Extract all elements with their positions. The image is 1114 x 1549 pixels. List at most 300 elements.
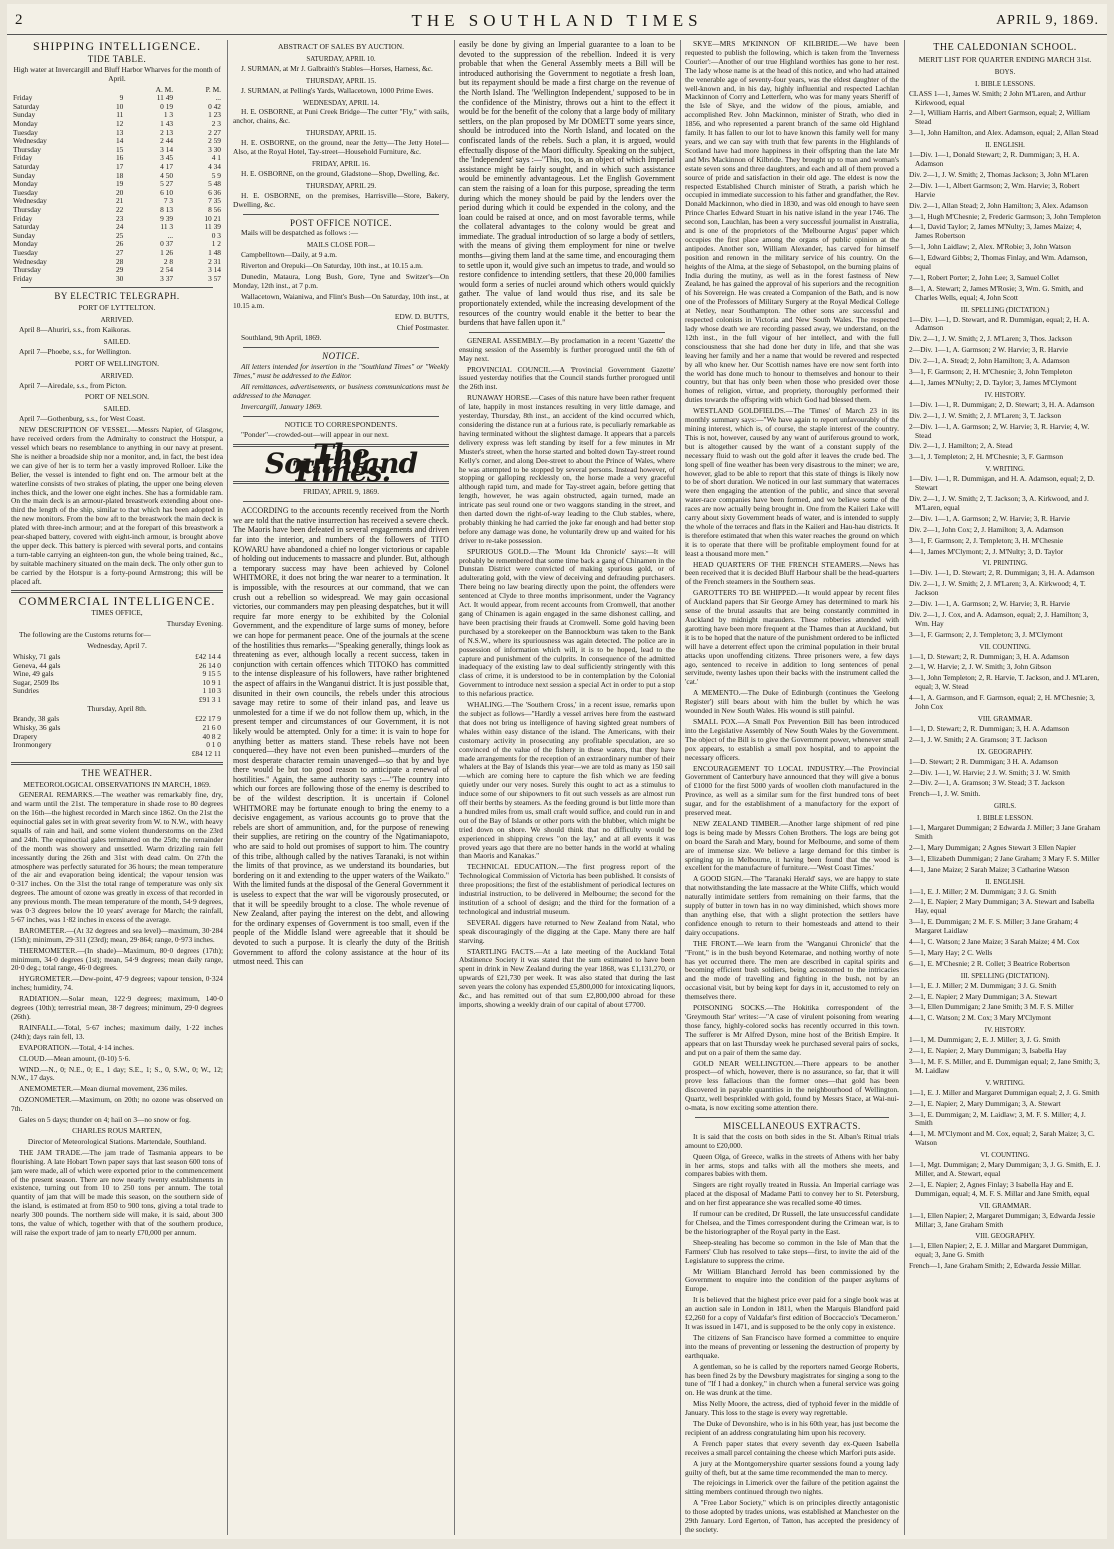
news-paragraph: THE FRONT.—We learn from the 'Wanganui Chronicle' that the "Front," is in the bush beyond Ketemarae, and nothing worthy of note has yet occurred there. The men are described in capital spirits and becoming efficient bush soldiers, being accustomed to the intricacies and the mode of travelling and fighting in the bush, not by an occasional visit, but by being kept for days in it, accustomed to rely on themselves there. bbox=[685, 938, 899, 1002]
tide-cell: 2 13 bbox=[160, 127, 174, 137]
column-notices-leader bbox=[233, 40, 449, 1535]
tide-cell: 14 bbox=[115, 136, 124, 146]
merit-line: 5—1, John Laidlaw; 2, Alex. M'Robie; 3, John Watson bbox=[909, 242, 1071, 252]
tide-cell: 1 43 bbox=[160, 119, 174, 128]
misc-extract: A jury at the Montgomeryshire quarter sessions found a young lady guilty of theft, but at the same time recommended the man to mercy. bbox=[685, 1458, 899, 1477]
merit-line: 3—1, J. Templeton; 2, H. M'Chesnie; 3, F. Garmson bbox=[909, 452, 1064, 462]
merit-line: 2—1, William Harris, and Albert Garmson, equal; 2, William Stead bbox=[909, 108, 1090, 127]
news-paragraph: GENERAL ASSEMBLY.—By proclamation in a recent 'Gazette' the ensuing session of the Assembly is further prorogued until the 6th of May next. bbox=[459, 335, 675, 363]
news-paragraph: WHALING.—The 'Southern Cross,' in a recent issue, remarks upon the subject as follows—"Hardly a vessel arrives here from the eastward that does not bring us intelligence of having sighted great numbers of whales within easy distance of the island. The Americans, with their customary activity in prosecuting any profitable speculation, are so convinced of the value of the fishery in these waters, that they have made arrangements for the reception of an extraordinary number of their whalers at the Bay of Islands this year—we are told as many as 150 sail—which are coming here to capture the fish which we are feeding quietly under our very noses. Surely this ought to act as a stimulus to induce some of our shipowners to fit out such vessels as are almost run off their berths by steamers. As the feeding ground is but little more than a hundred miles from us, small craft would suffice, and could run in and out of the Bay of Islands or other ports with the blubber, which might be tried down on shore. We should think that no difficulty would be experienced in shipping crews "on the lay," and at all events it was proved years ago that there are no better hands in the world at whaling than Maoris and Kanakas." bbox=[459, 700, 675, 861]
customs-row bbox=[11, 679, 223, 688]
customs-amount: 9 15 5 bbox=[202, 669, 221, 679]
merit-line: 3—1, E. Dummigan; 2 M. F. S. Miller; 3 Jane Graham; 4 Margaret Laidlaw bbox=[909, 917, 1078, 936]
merit-line: 4—1, David Taylor; 2, James M'Nulty; 3, James Maize; 4, James Robertson bbox=[909, 222, 1082, 241]
tide-cell: 3 14 bbox=[160, 144, 174, 154]
tide-cell: Wednesday bbox=[13, 196, 47, 206]
masthead bbox=[7, 10, 1107, 35]
thursday-date: Thursday, April 8th. bbox=[87, 703, 147, 713]
merit-line: 3—1, John Templeton; 2, R. Harvie, T. Jackson, and J. M'Laren, equal; 3, W. Stead bbox=[909, 673, 1100, 692]
auction-date: FRIDAY, APRIL 16. bbox=[311, 159, 371, 168]
misc-extract: It is believed that the highest price ever paid for a single book was at an auction sale in London in 1811, when the Marquis Blandford paid £2,260 for a copy of Valdafar's first edition of Boccaccio's 'Decameron.' It was issued in 1471, and is supposed to be the only copy in existence. bbox=[685, 1295, 899, 1331]
merit-line: 2—Div. 1—1, A. Garmson; 2, W. Harvie; 3, R. Harvie bbox=[909, 599, 1070, 609]
merit-section-title: VII. GRAMMAR. bbox=[979, 1201, 1031, 1210]
customs-item: Geneva, 44 gals bbox=[13, 660, 61, 670]
tide-cell: 5 27 bbox=[160, 179, 174, 189]
tide-cell: Friday bbox=[13, 93, 33, 103]
tide-cell: 0 42 bbox=[208, 101, 221, 111]
tide-cell: 11 49 bbox=[156, 93, 174, 103]
tide-cell: Friday bbox=[13, 213, 33, 223]
news-paragraph: PROVINCIAL COUNCIL.—A 'Provincial Government Gazette' issued yesterday notifies that the Council stands further prorogued until the 26th inst. bbox=[459, 364, 675, 392]
tide-cell: 28 bbox=[115, 256, 124, 266]
tide-cell: 1 23 bbox=[208, 110, 221, 120]
merit-line: 8—1, A. Stewart; 2, James M'Rosie; 3, Wm. G. Smith, and Charles Wells, equal; 4, John Scott bbox=[909, 283, 1084, 302]
tide-cell: 1 2 bbox=[211, 239, 221, 249]
tide-cell: 5 9 bbox=[211, 170, 221, 180]
tide-cell: 4 17 bbox=[160, 161, 174, 171]
merit-section-title: III. SPELLING (DICTATION.) bbox=[960, 305, 1050, 314]
merit-line: Div. 2—1, J. W. Smith; 2, J. M'Laren; 3, Thos. Jackson bbox=[909, 334, 1072, 344]
school-heading: THE CALEDONIAN SCHOOL. bbox=[933, 42, 1077, 53]
tide-cell: ... bbox=[167, 230, 174, 240]
customs-item: Whisky, 36 gals bbox=[13, 723, 61, 733]
arrived-label: ARRIVED. bbox=[100, 316, 134, 325]
met-rainfall: RAINFALL.—Total, 5·67 inches; maximum daily, 1·22 inches (24th); days rain fell, 13. bbox=[11, 1022, 223, 1041]
misc-extracts-heading: MISCELLANEOUS EXTRACTS. bbox=[723, 1120, 861, 1131]
auction-date: WEDNESDAY, APRIL 14. bbox=[302, 98, 380, 107]
merit-line: 3—1, F. Garmson; 2, J. Templeton; 3, J. M'Clymont bbox=[909, 629, 1063, 639]
merit-section-title: V. WRITING. bbox=[985, 1078, 1025, 1087]
merit-line: 1—1, D. Stewart; 2, R. Dummigan; 3, H. A. Adamson bbox=[909, 723, 1070, 733]
tide-cell: Monday bbox=[13, 179, 38, 189]
issue-date: FRIDAY, APRIL 9, 1869. bbox=[302, 487, 380, 497]
merit-line: 2—Div. 1—1, A. Garmson; 2, W. Harvie; 3, R. Harvie bbox=[909, 513, 1070, 523]
met-wind: WIND.—N., 0; N.E., 0; E., 1 day; S.E., 1; S., 0, S.W., 0; W., 12; N.W., 17 days. bbox=[11, 1064, 223, 1083]
auction-entry: J. SURMAN, at Mr J. Galbraith's Stables—Horses, Harness, &c. bbox=[241, 63, 433, 73]
lyttelton-sailing: April 7—Phoebe, s.s., for Wellington. bbox=[19, 346, 131, 356]
met-remarks: GENERAL REMARKS.—The weather was remarkably fine, dry, and warm until the 21st. The temperature in shade rose to 80 degrees on the 16th—the highest recorded in March since 1862. On the 21st the equinoctial gales set in with great severity from W. to N.W., with heavy squalls of rain and hail, and some violent thunderstorms on the 23rd and 24th. The equinoctial gales terminated on the 25th; the remainder of the month was showery and unsettled. Warm drizzling rain fell incessantly during the 26th and 31st with dead calm. On 27th the atmosphere was perfectly saturated for 36 hours; the mean temperature of the air and evaporation being identical; the vapour tension was 0·317 inches. On the 31st the total range of temperature was only six degrees. The amount of ozone was greatly in excess of that recorded in any previous month. The mean temperature of the month, 54·9 degrees, was 0·3 degrees below the 10 years' average for March; the rainfall, 5·67 inches, was 1·82 inches in excess of the average. bbox=[11, 790, 223, 924]
arrived-label: ARRIVED. bbox=[100, 371, 134, 380]
merit-section-title: VIII. GEOGRAPHY. bbox=[975, 1232, 1035, 1241]
misc-extract: A "Free Labor Society," which is on principles directly antagonistic to those adopted by trades unions, was established at Manchester on the 29th January. Lord Egerton, of Tatton, has accepted the presidency of the society. bbox=[685, 1498, 899, 1534]
tide-cell: 2 54 bbox=[160, 265, 174, 275]
tide-cell: 0 3 bbox=[211, 230, 221, 240]
misc-extract: Miss Nelly Moore, the actress, died of typhoid fever in the middle of January. This loss to the stage is every way regrettable. bbox=[685, 1399, 899, 1418]
thursday-evening: Thursday Evening. bbox=[166, 619, 223, 629]
tide-cell: 7 3 bbox=[163, 196, 174, 206]
merit-section-title: V. WRITING. bbox=[985, 465, 1025, 474]
misc-extract: Singers are right royally treated in Russia. An Imperial carriage was placed at the disposal of Madame Patti to convey her to St. Petersburg, and on her first appearance she was recalled some 40 times. bbox=[685, 1180, 899, 1208]
merit-line: 2—1, E. Napier; 2, Agnes Finlay; 3 Isabella Hay and E. Dummigan, equal; 4, M. F. S. Millar and Jane Smith, equal bbox=[909, 1179, 1090, 1198]
customs-table-wednesday bbox=[11, 653, 223, 705]
port-wellington: PORT OF WELLINGTON. bbox=[74, 358, 160, 368]
misc-extract: Sheep-stealing has become so common in the Isle of Man that the Farmers' Club has resolved to take steps—first, to invite the aid of the Legislature to suppress the crime. bbox=[685, 1237, 899, 1265]
commercial-heading: COMMERCIAL INTELLIGENCE. bbox=[18, 594, 216, 609]
news-paragraph: SKYE—MRS M'KINNON OF KILBRIDE.—We have been requested to publish the following, which is taken from the 'Inverness Courier':—Another of our true Highland worthies has gone to her rest. The lady whose name is at the head of this notice, and who had attained the venerable age of seventy-four years, was the eldest daughter of the well-known and, in his day, highly influential and respected Lachlan Mackinnon of Corry and Letterfern, who was for many years Sheriff of the Isle of Skye, and the widow of the pious, amiable, and accomplished Rev. John Mackinnon, minister of Strath, who died in 1856, and who represented a parent branch of the same old Highland family. It has fallen to our lot to have known this family well for many years, and we can say with truth that few parents in the Highlands of Scotland have had more happiness in their offspring than the late Mr and Mrs Mackinnon of Kilbride. They brought up to man and woman's estate seven sons and three daughters, and each and all of them proved a source of pride and satisfaction in their old age. The eldest is now the respected Established Church minister of Strath, a parish which he occupied in immediate succession to his father and grandfather, the Rev. Donald Mackinnon, who died in 1830, and was old enough to have seen Prince Charles Edward Stuart in his native island in the year 1746. The second son, Lauchlan, has been a very successful journalist in Australia, and is one of the proprietors of the 'Melbourne Argus' paper which occupies the first place among the organs of public opinion at the antipodes. Another son, William Alexander, has carved for himself position and renown in the military service of his country. On the heights of the Alma, at the siege of Sebastopol, on the burning plains of India during the mutiny, as well as in the forest fastness of New Zealand, he has gained the approval of his superiors and the recognition of his Sovereign. He was created a Companion of the Bath, and is now one of the Professors of Military Surgery at the Royal Medical College at Netley, near Southampton. The other sons are successful and respected colonists in Victoria and New South Wales. The respected lady whose death we are recording passed away, we understand, on the 12th inst., in the full vigour of her intellect, and with the full consciousness that she had done her duty in life, and that she was leaving her family and her a name that would be revered and respected by all who knew her. Our Scottish names have ere now sent forth into the world has done much to honour to themselves and honour to their country, but that has only been when those who presided over those homes of religion, virtue, and propriety, thoroughly performed their duties towards the offspring with which God had blessed them. bbox=[685, 40, 899, 405]
news-paragraph: A GOOD SIGN.—The 'Taranaki Herald' says, we are happy to state that notwithstanding the late massacre at the White Cliffs, which would naturally intimidate settlers from remaining on their farms, that the supply of butter in town has in no way diminished, which shows more than anything else, that with a slight protection the settlers have confidence enough to return to their homesteads and attend to their dairy occupations. bbox=[685, 874, 899, 937]
news-paragraphs bbox=[685, 40, 899, 1113]
merit-line: 3—1, Ellen Dummigan; 2 Jane Smith; 3 M. F. S. Miller bbox=[909, 1002, 1074, 1012]
met-signature-title: Director of Meteorological Stations. Martendale, Southland. bbox=[27, 1136, 207, 1146]
merit-line: Div. 2—1, John Cox; 2, J. Hamilton; 3, A. Adamson bbox=[909, 524, 1064, 534]
post-intro: Mails will be despatched as follows :— bbox=[241, 228, 358, 238]
tide-cell: 4 1 bbox=[211, 153, 221, 163]
news-paragraph: GOLD NEAR WELLINGTON.—There appears to be another prospect—of which, however, there is no assurance, so far, that it will prove less fallacious than the former ones—that gold has been discovered in payable quantities in the neighbourhood of Wellington. Quartz, well besprinkled with gold, found by Messrs Stace, at Wai-nui-o-mata, is now exciting some attention there. bbox=[685, 1058, 899, 1113]
notice-letters: All letters intended for insertion in the "Southland Times" or "Weekly Times," must be addressed to the Editor. bbox=[233, 362, 449, 381]
wednesday-date: Wednesday, April 7. bbox=[87, 641, 147, 651]
merit-line: 1—1, D. Stewart; 2, R. Dummigan; 3, H. A. Adamson bbox=[909, 651, 1070, 661]
auction-date: THURSDAY, APRIL 15. bbox=[305, 129, 377, 138]
lyttelton-arrival: April 8—Ahuriri, s.s., from Kaikoras. bbox=[19, 325, 131, 334]
tide-cell: 12 bbox=[115, 119, 124, 128]
merit-line: Div. 2—1, J. Hamilton; 2, A. Stead bbox=[909, 441, 1013, 451]
tide-cell: 3 57 bbox=[208, 273, 221, 283]
news-paragraphs bbox=[459, 337, 675, 1010]
tide-cell: 8 56 bbox=[208, 204, 221, 214]
tide-cell: 3 37 bbox=[160, 273, 174, 283]
merit-line: 3—1, Elizabeth Dummigan; 2 Jane Graham; 3 Mary F. S. Miller bbox=[909, 853, 1100, 863]
page-number: 2 bbox=[15, 12, 23, 28]
merit-line: 2—Div. 2—1, A. Gramson; 3 W. Stead; 3 T. Jackson bbox=[909, 778, 1065, 788]
column-news-extracts bbox=[685, 40, 899, 1535]
nelson-sailing: April 7—Gothenburg, s.s., for West Coast. bbox=[19, 414, 145, 424]
tide-cell: ... bbox=[215, 93, 221, 103]
misc-extract: The rejoicings in Limerick over the failure of the petition against the sitting members continued through two nights. bbox=[685, 1478, 899, 1497]
merit-line: Div. 2—1, Allan Stead; 2, John Hamilton; 3, Alex. Adamson bbox=[909, 200, 1088, 210]
met-barometer: BAROMETER.—(At 32 degrees and sea level)—maximum, 30·284 (15th); minimum, 29·311 (23rd); mean, 29·864; range, 0·973 inches. bbox=[11, 925, 223, 944]
news-paragraph: ENCOURAGEMENT TO LOCAL INDUSTRY.—The Provincial Government of Canterbury have announced that they will give a bonus of £1000 for the first 5000 yards of woollen cloth manufactured in the Province, as well as a similar sum for the first hundred tons of beet sugar, and for the establishment of a manufactory for the export of preserved meat. bbox=[685, 763, 899, 818]
tide-cell: 19 bbox=[115, 179, 124, 189]
merit-line: 2—1, E. Napier; 2 Mary Dummigan; 3 A. Stewart and Isabella Hay, equal bbox=[909, 897, 1095, 916]
merit-line: Div. 2—1, J. W. Smith; 2, J. M'Laren; 3, T. Jackson bbox=[909, 410, 1062, 420]
jam-trade-article: THE JAM TRADE.—The jam trade of Tasmania appears to be flourishing. A late Hobart Town paper says that last season 600 tons of jam were made, all of which were exported prior to the commencement of the present season. There are now nearly twenty establishments in existence, turning out from 10 to 250 tons per annum. The total quantity of jam that will be made this season, on the southern side of the island, is estimated at from 850 to 900 tons, giving a total trade to nearly 300 pounds. The northern side will make, it is said, about 300 tons, the value of which, together with that of the southern produce, will raise the export trade of jam to nearly £70,000 per annum. bbox=[11, 1147, 223, 1237]
merit-section-title: IX. GEOGRAPHY. bbox=[977, 747, 1033, 756]
merit-line: 2—Div. 1—1, Albert Garmson; 2, Wm. Harvie; 3, Robert Harvie bbox=[909, 180, 1080, 199]
column-rule bbox=[680, 40, 681, 1535]
merit-line: 4—1, M. M'Clymont and M. Cox, equal; 2, Sarah Maize; 3, C. Watson bbox=[909, 1129, 1095, 1148]
vessel-article: NEW DESCRIPTION OF VESSEL.—Messrs Napier, of Glasgow, have received orders from the Admiralty to construct the Hotspur, a vessel which bears no resemblance to anything in our navy at present. She is neither a broadside ship nor a monitor, and, in fact, the best idea we can give of her is to term her a vastly improved Rolloer. Like the Belier, the vessel is intended to fight end on. The armour belt at the waterline consists of two strakes of plating, the upper one being eleven inches thick, and the lower one eight inches. She has a formidable ram. On the main deck is an armour-plated breastwork extending about one-third the length of the ship, similar to that which has been adopted in the new monitors. From the bow aft to the breastwork the main deck is plated with three-inch armour; and at the forepart of this breastwork a pear-shaped battery, covered with eight-inch armour, is brought above the upper deck. This battery is pierced with several ports, and contains a turn-table carrying an eighteen-ton gun, the whole being trained, &c., by suitable machinery situated on the main deck. The only other gun to be carried by the Hotspur is a forty-pound Armstrong; this will be placed aft. bbox=[11, 425, 223, 586]
merit-section-title: IV. HISTORY. bbox=[984, 390, 1026, 399]
customs-table-thursday bbox=[11, 715, 223, 758]
customs-amount: £42 14 4 bbox=[195, 652, 221, 661]
merit-line: Div. 2—1, J. Cox, and A. Adamson, equal; 2, J. Hamilton; 3, Wm. Hay bbox=[909, 609, 1089, 628]
tide-cell: Monday bbox=[13, 239, 38, 249]
mail-entry: Riverton and Orepuki—On Saturday, 10th inst., at 10.15 a.m. bbox=[241, 261, 423, 271]
boys-label: BOYS. bbox=[994, 67, 1016, 76]
news-paragraph: WESTLAND GOLDFIELDS.—The 'Times' of March 23 in its monthly summary says:—"We have again to report unfavourably of the mining interest, which is, of course, the staple interest of the country. This is not, however, caused by any want of auriferous ground to work, but is altogether caused by the want of a constant supply of the necessary fluid to wash out the gold after it leaves the crude bed. The long spell of fine weather has been very disastrous to the miner; we are, however, glad to be able to report that this state of things is likely now to be of short duration. We noticed in our last summary that waterraces were then engaging the attention of the public, and since that several water-race companies have been formed, and we believe some of the races are now actually being brought in. One from the Kaiieri Lake will carry about sixty Government heads of water, and is intended to supply the whole of the terraces and flats in the Kaiieri and Hau-hau districts. It is therefore estimated that when this water reaches the ground on which it is to operate that there will be profitable employment found for at least a thousand more men." bbox=[685, 406, 899, 558]
auction-entry: H. E. OSBORNE, on the ground, Gladstone—Shop, Dwelling, &c. bbox=[241, 168, 440, 178]
met-cloud: CLOUD.—Mean amount, (0-10) 5·6. bbox=[19, 1053, 131, 1063]
misc-extract: It is said that the costs on both sides in the St. Alban's Ritual trials amount to £20,000. bbox=[685, 1131, 899, 1150]
auction-entry: H. E. OSBORNE, at Puni Creek Bridge—The cutter "Fly," with sails, anchor, chains, &c. bbox=[233, 107, 449, 126]
met-evaporation: EVAPORATION.—Total, 4·14 inches. bbox=[19, 1042, 134, 1052]
tide-cell: Sunday bbox=[13, 230, 36, 240]
port-nelson: PORT OF NELSON. bbox=[84, 392, 150, 402]
weather-heading: THE WEATHER. bbox=[81, 768, 153, 779]
merit-section-title: II. ENGLISH. bbox=[985, 141, 1025, 150]
merit-line: 4—1, C. Watson; 2 Jane Maize; 3 Sarah Maize; 4 M. Cox bbox=[909, 937, 1080, 947]
merit-line: 3—1, John Hamilton, and Alex. Adamson, equal; 2, Allan Stead bbox=[909, 128, 1099, 138]
tide-cell: 6 10 bbox=[160, 187, 174, 197]
tide-cell: 2 44 bbox=[160, 136, 174, 146]
mails-close-label: MAILS CLOSE FOR— bbox=[306, 241, 376, 250]
merit-line: 1—1, Ellen Napier; 2, Margaret Dummigan; 3, Edwarda Jessie Millar; 3, Jane Graham Smith bbox=[909, 1210, 1096, 1229]
tide-cell: 25 bbox=[115, 230, 124, 240]
customs-intro: The following are the Customs returns for— bbox=[19, 630, 151, 640]
merit-section-title: VIII. GRAMMAR. bbox=[977, 715, 1033, 723]
met-gales: Gales on 5 days; thunder on 4; hail on 3—no snow or fog. bbox=[19, 1115, 191, 1125]
tide-cell: 15 bbox=[115, 144, 124, 154]
merit-line: 2—1, W. Harvie; 2, J. W. Smith; 3, John Gibson bbox=[909, 662, 1052, 672]
merit-line: Div. 2—1, J. W. Smith; 2, T. Jackson; 3, A. Kirkwood, and J. M'Laren, equal bbox=[909, 493, 1089, 512]
merit-line: 1—Div. 1—1, R. Dummigan, and H. A. Adamson, equal; 2, D. Stewart bbox=[909, 474, 1095, 493]
tide-cell: Wednesday bbox=[13, 256, 47, 266]
sailed-label: SAILED. bbox=[103, 405, 131, 414]
merit-line: 7—1, Robert Porter; 2, John Lee; 3, Samuel Collet bbox=[909, 272, 1060, 282]
merit-section-title: GIRLS. bbox=[994, 802, 1016, 811]
tide-cell: 24 bbox=[115, 222, 124, 232]
merit-section-title: IV. HISTORY. bbox=[984, 1026, 1026, 1035]
auction-entry: H. E. OSBORNE, on the ground, near the Jetty—The Jetty Hotel—Also, at the Royal Hotel, Tay-street—Household Furniture, &c. bbox=[233, 138, 449, 157]
correspondents-note: "Ponder"—crowded-out—will appear in our next. bbox=[241, 429, 389, 439]
notice-remittances: All remittances, advertisements, or business communications must be addressed to the Manager. bbox=[233, 382, 449, 400]
merit-line: 4—1, C. Watson; 2 M. Cox; 3 Mary M'Clymont bbox=[909, 1013, 1052, 1023]
customs-item: Brandy, 38 gals bbox=[13, 714, 60, 724]
merit-line: 2—1, E. Napier; 2, Mary Dummigan; 3, A. Stewart bbox=[909, 1098, 1061, 1108]
tide-cell: 21 bbox=[115, 196, 124, 206]
merit-line: 1—Div. 1—1, D. Stewart, and R. Dummigan, equal; 2, H. A. Adamson bbox=[909, 314, 1090, 333]
newspaper-page bbox=[7, 4, 1107, 1539]
tide-cell: 23 bbox=[115, 213, 124, 223]
tide-cell: 4 50 bbox=[160, 170, 174, 180]
customs-amount: 40 8 2 bbox=[202, 731, 221, 741]
mails-list bbox=[233, 251, 449, 310]
merit-line: 3—1, M. F. S. Miller, and E. Dummigan equal; 2, Jane Smith; 3, M. Laidlaw bbox=[909, 1057, 1100, 1075]
column-shipping-commercial bbox=[11, 40, 223, 1535]
misc-extract: The citizens of San Francisco have formed a committee to enquire into the means of preventing or lessening the destruction of property by earthquake. bbox=[685, 1332, 899, 1360]
met-signature: CHARLES ROUS MARTEN, bbox=[72, 1125, 162, 1135]
column-rule bbox=[904, 40, 905, 1535]
merit-line: 1—1, Ellen Napier; 2, E. J. Millar and Margaret Dummigan, equal; 3, Jane G. Smith bbox=[909, 1241, 1088, 1260]
tide-cell: 11 39 bbox=[204, 222, 221, 232]
tide-cell: 10 21 bbox=[204, 213, 221, 223]
tide-cell: 3 45 bbox=[160, 153, 174, 163]
tide-cell: Wednesday bbox=[13, 136, 47, 146]
tide-cell: Tuesday bbox=[13, 187, 38, 197]
merit-line: 6—1, Edward Gibbs; 2, Thomas Finlay, and Wm. Adamson, equal bbox=[909, 253, 1088, 272]
tide-cell: 1 26 bbox=[160, 247, 174, 257]
tide-table-heading: TIDE TABLE. bbox=[87, 53, 147, 64]
met-ozonometer: OZONOMETER.—Maximum, on 20th; no ozone was observed on 7th. bbox=[11, 1095, 223, 1114]
leader-article: ACCORDING to the accounts recently received from the North we are told that the native insurrection has received a severe check. The Maoris have been defeated in several engagements and driven far into the interior, and numbers of the followers of TITO KOWARU have abandoned a chief no longer victorious or capable of holding out inducements to massacre and plunder. But, although a temporary success may have been achieved by Colonel WHITMORE, it does not bring the war nearer to a termination. It is impossible, with the resources at our command, that we can crush out a rebellion so widespread. We may gain occasional victories, our commanders may pen pleasing despatches, but it will require far more energy to be exhibited by the Colonial Government, and the expenditure of large sums of money, before we can hope for permanent peace. One of the journals at the scene of the hostilities thus remarks—"Speaking generally, things look as threatening as ever, although locally a recent success, taken in conjunction with certain offences which TITOKO has committed to the intense displeasure of his followers, have rather brightened the aspect of affairs in the Wanganui district. It is just possible that, disunited in their own councils, the rebels under this atrocious savage may retire to some of their inland pas, and leave us unmolested for a time if we do not follow them up, which, in the present temper and circumstances of our Government, it is not likely would be attempted. Only for a time: it is vain to hope for anything better as matters stand. These rebels have not been conquered—they have not even been punished—murders of the most desperate character remain unavenged—so that by and bye there would be but too good reason to anticipate a renewal of hostilities." Again, the same authority says :—"The country into which our forces are following those of the enemy is described to be of the wildest description. It is uncertain if Colonel WHITMORE may be fortunate enough to bring the enemy to a decisive engagement, as various accounts go to prove that the rebels are short of ammunition, and, for the purpose of renewing their supplies, are retiring on the country of the Ngatimaniapoto, who are said to hold out promises of support to him. The country of this tribe, although called by the natives Taranaki, is not within the limits of that province, as we understand its boundaries, but bordering on it and extending to the upper waters of the Waikato." With the limited funds at the disposal of the General Government it is useless to expect that the war will be vigorously prosecuted, or that it will be speedily brought to a close. The whole revenue of New Zealand, after paying the interest on the debt, and allowing for the ordinary expenses of Government is too small, even if the people of the Middle Island were agreeable that it should be devoted to such a purpose. It is clearly the duty of the British Government to afford the colony assistance at the hour of its utmost need. This can bbox=[233, 506, 449, 967]
misc-extract: A French paper states that every seventh day ex-Queen Isabella receives a small parcel containing the cheese which Marfori puts aside. bbox=[685, 1438, 899, 1457]
merit-line: 3—1, Hugh M'Chesnie; 2, Frederic Garmson; 3, John Templeton bbox=[909, 211, 1101, 221]
customs-amount: £22 17 9 bbox=[195, 714, 221, 724]
misc-extract: Queen Olga, of Greece, walks in the streets of Athens with her baby in her arms, stops and talks with all the mothers she meets, and compares babies with them. bbox=[685, 1151, 899, 1179]
merit-line: Div. 2—1, J. W. Smith; 2, J. M'Laren; 3, A. Kirkwood; 4, T. Jackson bbox=[909, 579, 1086, 598]
tide-cell: 7 35 bbox=[208, 196, 221, 206]
tide-cell: 9 bbox=[119, 93, 124, 103]
customs-item: Sugar, 2509 lbs bbox=[13, 677, 59, 687]
merit-line: 2—1, E. Napier; 2 Mary Dummigan; 3 A. Stewart bbox=[909, 991, 1057, 1001]
merit-list bbox=[909, 80, 1101, 1271]
post-office-heading: POST OFFICE NOTICE. bbox=[289, 217, 393, 228]
merit-line: 1—Div. 1—1, D. Stewart; 2, R. Dummigan; 3, H. A. Adamson bbox=[909, 568, 1095, 578]
merit-line: 1—1, M. Dummigan; 2, E. J. Miller; 3, J. G. Smith bbox=[909, 1035, 1061, 1045]
tide-cell: 4 34 bbox=[208, 161, 221, 171]
tide-col-am: A. M. bbox=[155, 84, 174, 94]
met-hygrometer: HYGROMETER.—Dew-point, 47·9 degrees; vapour tension, 0·324 inches; humidity, 74. bbox=[11, 974, 223, 993]
postmaster-title: Chief Postmaster. bbox=[396, 322, 449, 332]
tide-cell: Saturday bbox=[13, 222, 40, 232]
newspaper-nameplate: The Southland Times. bbox=[264, 437, 418, 489]
merit-line: 1—D. Stewart; 2 R. Dummigan; 3 H. A. Adamson bbox=[909, 756, 1059, 766]
auction-entry: J. SURMAN, at Pelling's Yards, Wallacetown, 1000 Prime Ewes. bbox=[241, 85, 434, 95]
tide-cell: 13 bbox=[115, 127, 124, 137]
tide-cell: 3 30 bbox=[208, 144, 221, 154]
merit-line: 3—1, F. Garmson; 2, H. M'Chesnie; 3, John Templeton bbox=[909, 367, 1073, 377]
customs-total: £84 12 11 bbox=[191, 748, 221, 758]
tide-cell: Tuesday bbox=[13, 127, 38, 137]
news-paragraph: TECHNICAL EDUCATION.—The first progress report of the Technological Commission of Victoria has been published. It consists of three propositions; the first of the establishment of periodical lectures on industrial instruction, to be delivered in Melbourne; the second for the institution of a school of design; and the third for the formation of a technological and industrial museum. bbox=[459, 862, 675, 916]
merit-section-title: I. BIBLE LESSON. bbox=[977, 814, 1033, 823]
merit-line: 6—1, E. M'Chesnie; 2 R. Collet; 3 Beatrice Robertson bbox=[909, 958, 1070, 968]
misc-extract: Mr William Blanchard Jerrold has been commissioned by the Government to enquire into the condition of the pauper asylums of Europe. bbox=[685, 1266, 899, 1294]
merit-line: 2—1, E. Napier; 2, Mary Dummigan; 3, Isabella Hay bbox=[909, 1046, 1067, 1056]
merit-line: 4—1, James M'Nulty; 2, D. Taylor; 3, James M'Clymont bbox=[909, 378, 1077, 387]
column-rule bbox=[454, 40, 455, 1535]
tide-cell: 3 14 bbox=[208, 265, 221, 275]
wellington-arrival: April 7—Airedale, s.s., from Picton. bbox=[19, 380, 127, 390]
column-leader-news bbox=[459, 40, 675, 1535]
merit-line: 1—Div. 1—1, Donald Stewart; 2, R. Dummigan; 3, H. A. Adamson bbox=[909, 150, 1080, 168]
tide-cell: Friday bbox=[13, 273, 33, 283]
tide-table bbox=[11, 86, 223, 284]
tide-cell: Monday bbox=[13, 119, 38, 128]
news-paragraph: SMALL POX.—A Small Pox Prevention Bill has been introduced into the Legislative Assembly of New South Wales by the Government. The object of the Bill is to give the Government power, whenever small pox appears, to establish a small pox hospital, and to appoint the necessary officers. bbox=[685, 716, 899, 762]
post-date: Southland, 9th April, 1869. bbox=[241, 333, 322, 343]
merit-line: 1—1, E. J. Miller; 2 M. Dummigan; 3 J. G. Smith bbox=[909, 980, 1057, 990]
merit-line: French—1, Jane Graham Smith; 2, Edwarda Jessie Millar. bbox=[909, 1261, 1082, 1271]
tide-col-pm: P. M. bbox=[205, 84, 221, 94]
customs-amount: 0 1 0 bbox=[206, 740, 221, 750]
customs-amount: 10 9 1 bbox=[202, 677, 221, 687]
times-office: TIMES OFFICE, bbox=[91, 608, 143, 618]
tide-cell: 10 bbox=[115, 101, 124, 111]
tide-cell: 26 bbox=[115, 239, 124, 249]
merit-line: 4—1, James M'Clymont; 2, J. M'Nulty; 3, D. Taylor bbox=[909, 546, 1064, 556]
tide-cell: 22 bbox=[115, 204, 124, 214]
merit-subheading: MERIT LIST FOR QUARTER ENDING MARCH 31st. bbox=[918, 54, 1092, 64]
customs-amount: 21 6 0 bbox=[202, 723, 221, 733]
mail-entry: Campbelltown—Daily, at 9 a.m. bbox=[241, 250, 337, 260]
customs-item: Whisky, 71 gals bbox=[13, 652, 61, 661]
tide-cell: 2 8 bbox=[163, 256, 174, 266]
tide-cell: 1 3 bbox=[163, 110, 174, 120]
tide-cell: 0 37 bbox=[160, 239, 174, 249]
tide-row bbox=[11, 275, 223, 284]
merit-line: 2—Div. 1—1, A. Garmson; 2 W. Harvie; 3, R. Harvie bbox=[909, 345, 1069, 355]
merit-line: 1—1, Margaret Dummigan; 2 Edwarda J. Miller; 3 Jane Graham Smith bbox=[909, 823, 1101, 841]
merit-section-title: VI. COUNTING. bbox=[980, 1151, 1030, 1160]
merit-line: CLASS 1—1, James W. Smith; 2 John M'Laren, and Arthur Kirkwood, equal bbox=[909, 88, 1086, 107]
customs-item: Sundries bbox=[13, 686, 39, 696]
news-paragraph: NEW ZEALAND TIMBER.—Another large shipment of red pine logs is being made by Messrs Cohen Brothers. The logs are being got on board the Sarah and Mary, bound for Melbourne, and some of them are of immense size. We believe a large demand for this timber is springing up in Melbourne, it having been found that the wood is excellent for the manufacture of furniture.—'West Coast Times.' bbox=[685, 818, 899, 873]
postmaster-name: EDW. D. BUTTS, bbox=[394, 311, 449, 321]
notice-heading: NOTICE. bbox=[322, 351, 360, 362]
column-rule bbox=[227, 40, 228, 1535]
customs-item: Wine, 49 gals bbox=[13, 669, 54, 679]
news-paragraph: SPURIOUS GOLD.—The 'Mount Ida Chronicle' says:—It will probably be remembered that some time back a gang of Chinamen in the Dunstan District were convicted of making spurious gold, or of adulterating gold, with the view of deceiving and defrauding purchasers. There being no law bearing directly upon the point, the offenders were sentenced at Clyde to three months imprisonment, under the Vagrancy Act. It would appear, from recent accounts from Cromwell, that another gang of Chinamen is again engaged in the same dishonest calling, and have been practising their frauds at Cromwell. Some gold having been purchased by a storekeeper on the Bannockburn was taken to the Bank of N.S.W., where its spuriousness was again detected. The police are in possession of information which will, it is to be hoped, lead to the capture and punishment of the culprits. In consequence of the admitted inadequacy of the existing law to deal sufficiently stringently with this class of crime, it is understood to be in contemplation by the Colonial Government to introduce next session a special Act in order to put a stop to this nefarious practice. bbox=[459, 546, 675, 699]
tide-cell: 11 3 bbox=[160, 222, 174, 232]
tide-cell: 6 36 bbox=[208, 187, 221, 197]
merit-section-title: VI. PRINTING. bbox=[982, 559, 1028, 568]
misc-extracts bbox=[685, 1133, 899, 1535]
merit-line: 3—1, F. Garmson; 2, J. Templeton; 3, H. M'Chesnie bbox=[909, 535, 1064, 545]
merit-line: 4—1, Jane Maize; 2 Sarah Maize; 3 Catharine Watson bbox=[909, 864, 1070, 874]
tide-cell: Saturday bbox=[13, 101, 40, 111]
auction-entry: H. E. OSBORNE, on the premises, Harrisville—Store, Bakery, Dwelling, &c. bbox=[233, 190, 449, 209]
news-paragraph: STARTLING FACTS.—At a late meeting of the Auckland Total Abstinence Society it was stated that the sum estimated to have been spent in drink in New Zealand during the year 1868, was £1,131,270, or upwards of £21,730 per week. It was also stated that during the last seven years the colony has expended £5,800,000 for intoxicating liquors, &c., and has remitted out of that sum £2,800,000 abroad for these imports, showing a weekly drain of our capital of about £7700. bbox=[459, 946, 675, 1009]
tide-cell: 2 31 bbox=[208, 256, 221, 266]
tide-cell: Sunday bbox=[13, 170, 36, 180]
tide-cell: 11 bbox=[116, 110, 124, 120]
auction-list bbox=[233, 55, 449, 210]
tide-cell: Saturday bbox=[13, 161, 40, 171]
customs-amount: 1 10 3 bbox=[202, 686, 221, 696]
tide-cell: Thursday bbox=[13, 204, 41, 214]
merit-line: 2—1, Mary Dummigan; 2 Agnes Stewart 3 Ellen Napier bbox=[909, 842, 1076, 852]
merit-section-title: I. BIBLE LESSONS. bbox=[975, 79, 1035, 88]
merit-line: 1—Div. 1—1, R. Dummigan; 2, D. Stewart; 3, H. A. Adamson bbox=[909, 399, 1095, 409]
notice-date: Invercargill, January 1869. bbox=[241, 401, 323, 411]
tide-cell: 20 bbox=[115, 187, 124, 197]
merit-line: Div. 2—1, A. Stead; 2, John Hamilton; 3, A. Adamson bbox=[909, 356, 1070, 366]
port-lyttelton: PORT OF LYTTELTON. bbox=[78, 303, 156, 313]
tide-cell: Thursday bbox=[13, 265, 41, 275]
news-paragraph: A MEMENTO.—The Duke of Edinburgh (continues the 'Geelong Register') still bears about with him the bullet by which he was wounded in New South Wales. His wound is still painful. bbox=[685, 688, 899, 716]
customs-item: Ironmongery bbox=[13, 740, 52, 750]
met-thermometer: THERMOMETER.—(In shade)—Maximum, 80·0 degrees (17th); minimum, 34·0 degrees (1st); mean, 54·9 degrees; mean daily range, 20·0 deg.; total range, 46·0 degrees. bbox=[11, 945, 223, 973]
customs-item: Drapery bbox=[13, 731, 38, 741]
merit-line: 1—1, E. J. Miller; 2 M. Dummigan; 3 J. G. Smith bbox=[909, 886, 1057, 896]
news-paragraph: SEVERAL diggers have returned to New Zealand from Natal, who speak discouragingly of the digging at the Cape. Many there are half starving. bbox=[459, 917, 675, 945]
tide-cell: 2 27 bbox=[208, 127, 221, 137]
news-paragraph: HEAD QUARTERS OF THE FRENCH STEAMERS.—News has been received that it is decided Bluff Harbour shall be the head-quarters of the French steamers in the Southern seas. bbox=[685, 559, 899, 587]
merit-line: 2—Div. 1—1, A. Garmson; 2, W. Harvie; 3, R. Harvie; 4, W. Stead bbox=[909, 421, 1090, 440]
customs-row bbox=[11, 687, 223, 696]
tide-cell: Tuesday bbox=[13, 247, 38, 257]
misc-extract: The Duke of Devonshire, who is in his 60th year, has just become the recipient of an address congratulating him upon his recovery. bbox=[685, 1419, 899, 1437]
leader-continued: easily be done by giving an Imperial guarantee to a loan to be devoted to the suppression of the rebellion. Indeed it is very probable that when the General Assembly meets a Bill will be introduced authorising the Government to negotiate a fresh loan, but its repayment should be made a first charge on the revenue of the North Island. The 'Wellington Independent,' supposed to be in the confidence of the Ministry, throws out a hint to the effect it would be for the benefit of the colony that a large body of military settlers, on the plan proposed by Mr DOMETT some years since, should be introduced into the North Island, and located on the confiscated lands of the rebels. Such a plan, it is argued, would effectually dispose of the Maori difficulty. Speaking on the subject, the 'Independent' says :—"This, too, is an object of which Imperial assistance might be fairly sought, and in which such assistance would be eminently advantageous. Let the English Government can stem the raising of a loan for this purpose, spreading the term during which the money should be paid by the lenders over the period during which it could be expended in the colony, and the loan could be raised at once, and on most favorable terms, while the collateral advantages to the colony would be great and immediate. The gradual introduction of so large a body of settlers, with the means of giving them employment for nine or twelve months—giving them land at the same time, and encouraging them to settle upon it, would give such an impetus to trade, and would so restore confidence to intending settlers, that these 20,000 families would form a series of nuclei around which others would quickly gather. The value of land would thus rise, and its sale be proportionately extended, while the increasing development of the resources of the country would enable it the better to bear the burdens that have fallen upon it." bbox=[459, 40, 675, 328]
merit-line: French—1, J. W. Smith. bbox=[909, 789, 981, 799]
column-school-merit bbox=[909, 40, 1101, 1535]
mail-entry: Wallacetown, Waianiwa, and Flint's Bush—On Saturday, 10th inst., at 10.15 a.m. bbox=[233, 291, 449, 310]
customs-total: £91 3 1 bbox=[198, 694, 221, 704]
news-paragraph: RUNAWAY HORSE.—Cases of this nature have been rather frequent of late, happily in most instances resulting in very little damage, and yesterday, Thursday, 8th inst., an accident of the kind occurred which, considering the distance run at a furious rate, is peculiarly remarkable as having terminated without the slightest damage. It appears that a parcels delivery express was left standing by itself for a few minutes in Mr Muster's street, when the horse started and bolted down Tay-street round Kelly's corner, and along Dee-street to about the Prince of Wales, where he was attempted to be stopped by several persons. Instead however, of stopping or galloping recklessly on, the horse made a very graceful although rapid turn, and made for Tay-street again, before getting that length, however, he was again obstructed, again turned, made an intricate pas seul round one or two waggons standing in the street, and then darted down the right-of-way leading to the Club stables, where, probably thinking he had carried the joke far enough and had better stop before any damage was done, he voluntarily drew up and waited for his driver to re-take possession. bbox=[459, 393, 675, 545]
running-title: THE SOUTHLAND TIMES bbox=[411, 11, 703, 30]
tide-cell: 8 13 bbox=[160, 204, 174, 214]
tide-cell: 18 bbox=[115, 170, 124, 180]
merit-section-title: III. SPELLING (DICTATION). bbox=[960, 971, 1050, 980]
tide-cell: 2 59 bbox=[208, 136, 221, 146]
auction-date: SATURDAY, APRIL 10. bbox=[306, 54, 376, 63]
auction-date: THURSDAY, APRIL 15. bbox=[305, 76, 377, 85]
sailed-label: SAILED. bbox=[103, 337, 131, 346]
tide-cell: 16 bbox=[115, 153, 124, 163]
merit-line: 2—Div. 1—1, W. Harvie; 2 J. W. Smith; 3 J. W. Smith bbox=[909, 767, 1070, 777]
issue-date-header: APRIL 9, 1869. bbox=[996, 13, 1099, 28]
